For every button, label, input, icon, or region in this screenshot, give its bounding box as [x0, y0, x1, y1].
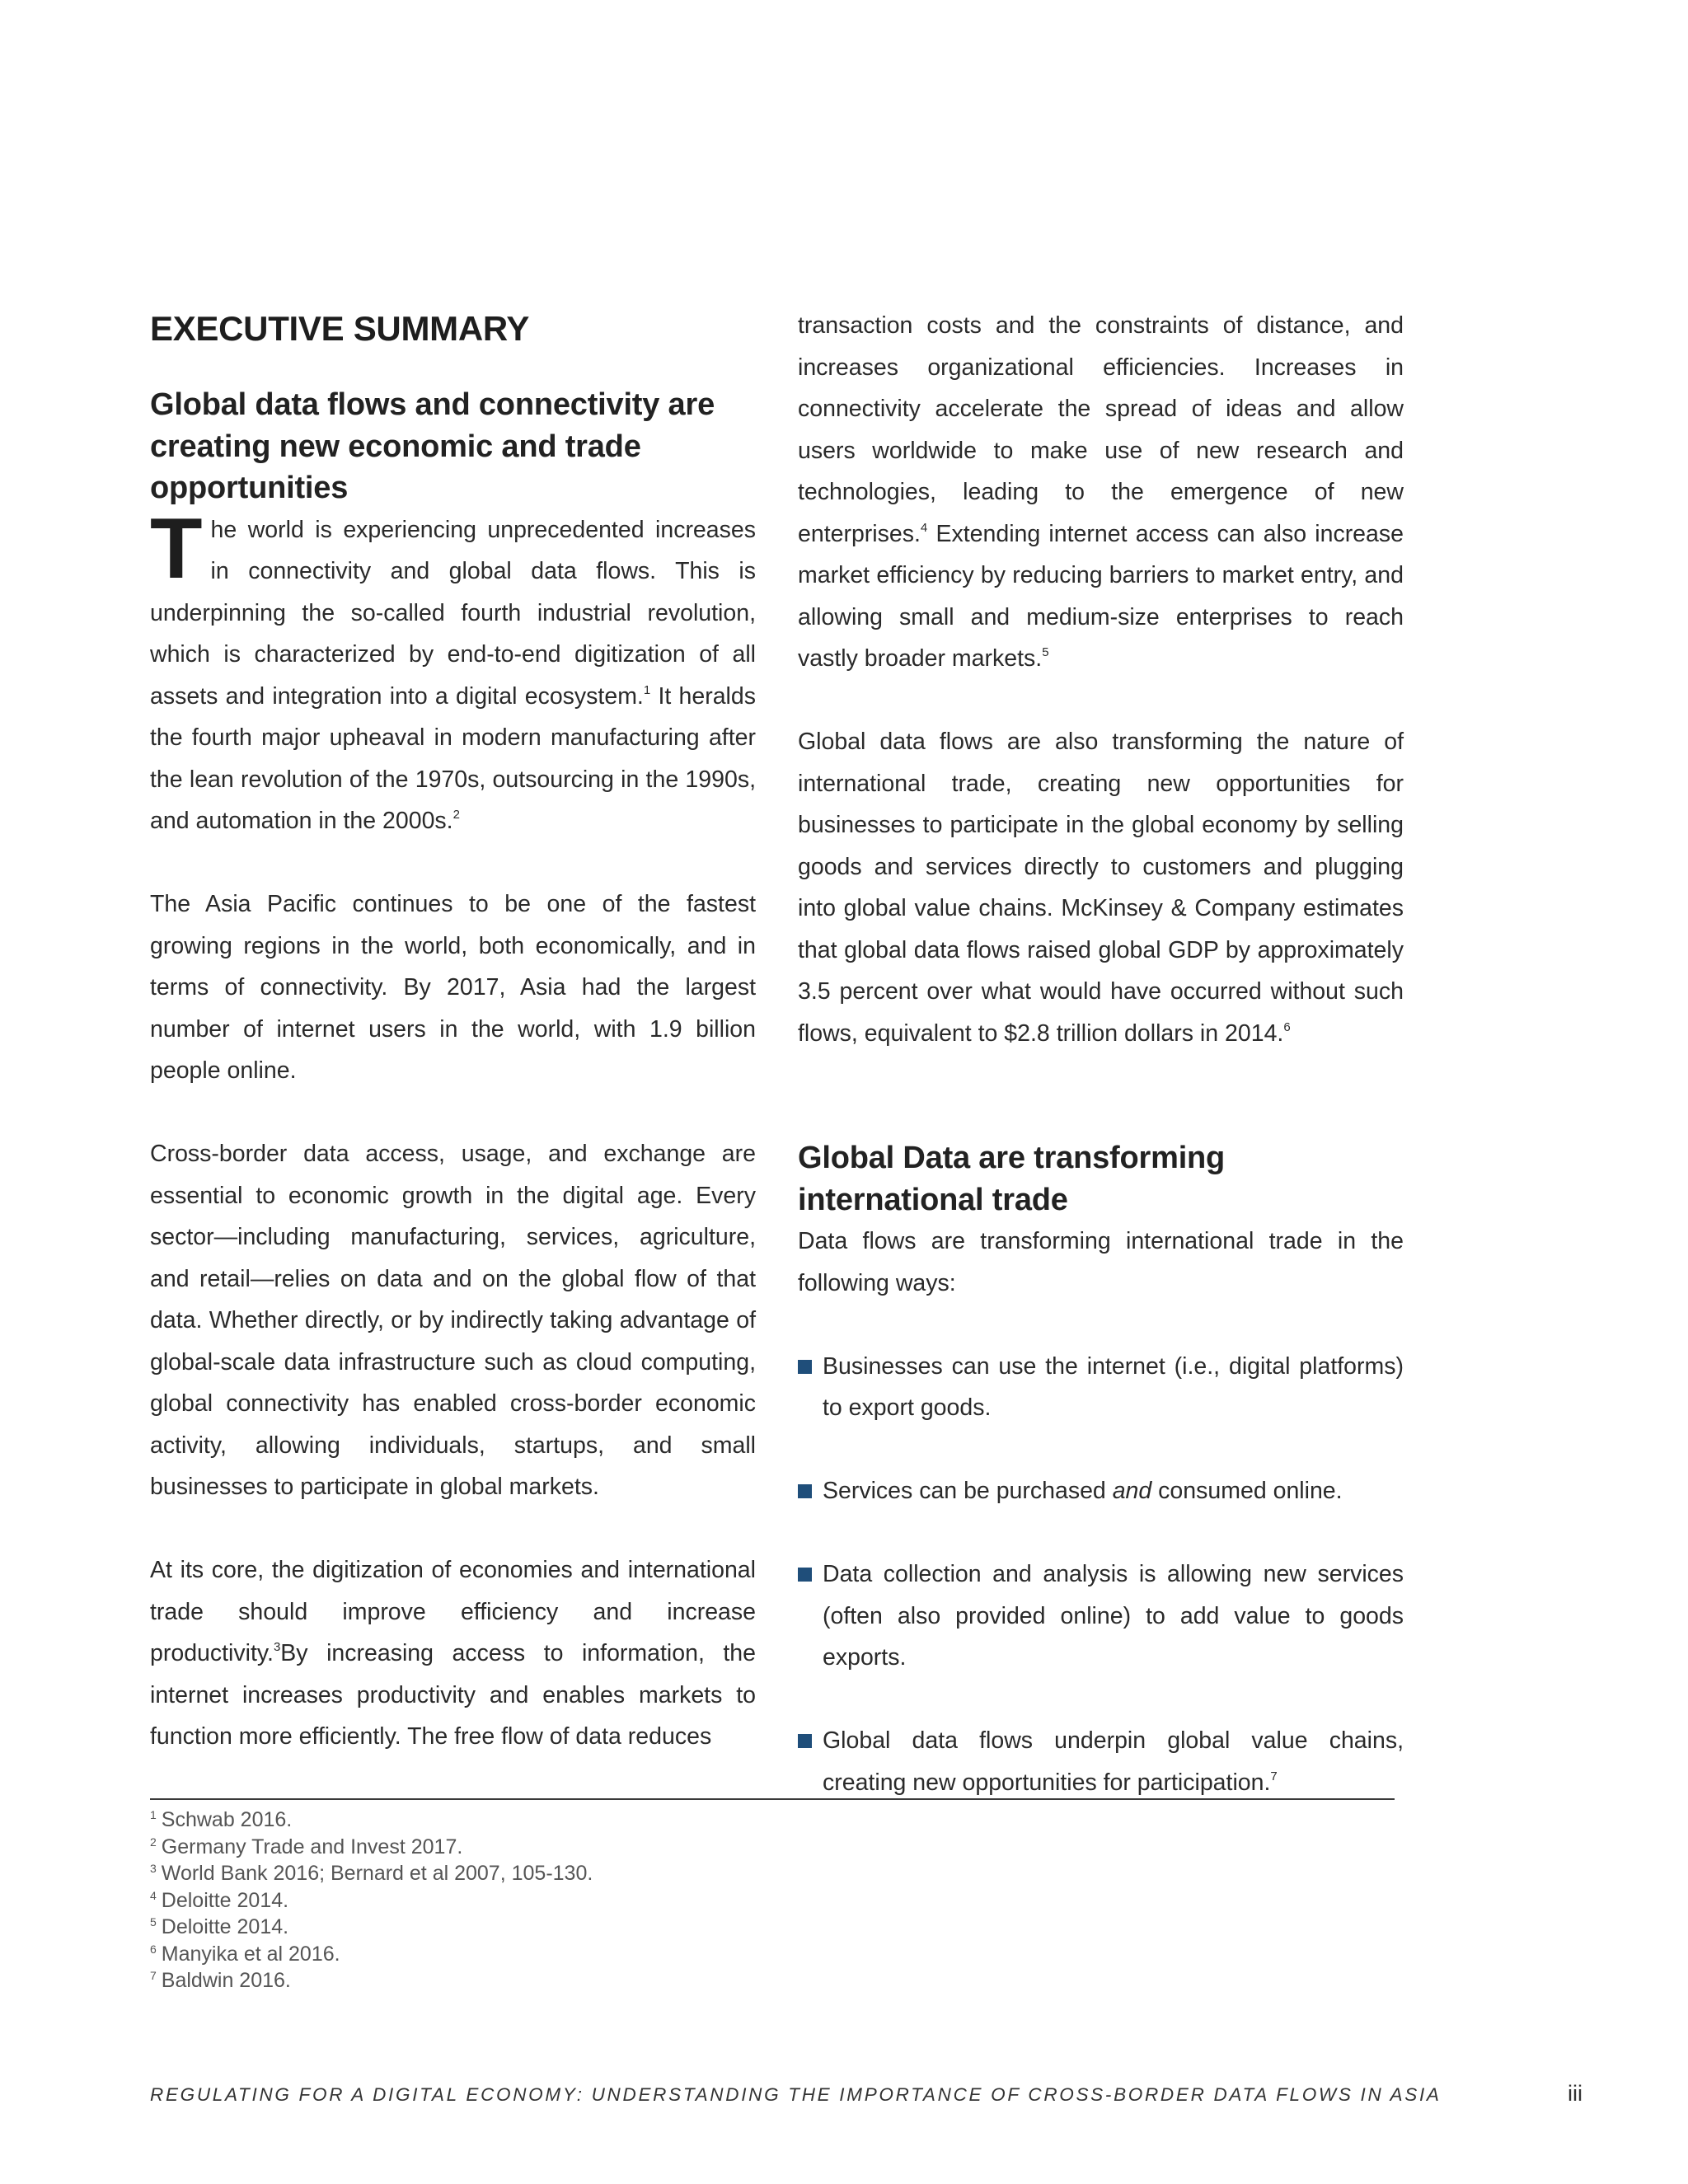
- footnote-reference: 1: [643, 682, 651, 697]
- square-bullet-icon: [798, 1568, 812, 1582]
- bullet-item: [798, 1554, 1404, 1679]
- paragraph-gap: [798, 1054, 1404, 1096]
- square-bullet-icon: [798, 1360, 812, 1374]
- paragraph-intro: [150, 500, 756, 842]
- bullet-text: Services can be purchased and consumed online.: [823, 1478, 1343, 1504]
- footnote: [150, 1887, 974, 1915]
- footnote-reference: 3: [273, 1640, 281, 1654]
- footnote-reference: 7: [1270, 1769, 1278, 1783]
- bullet-text: Data collection and analysis is allowing new services (often also provided online) to add value to goods exports.: [823, 1561, 1404, 1671]
- footnote-text: Manyika et al 2016.: [161, 1942, 340, 1966]
- paragraph-gap: [150, 1092, 756, 1134]
- footnote-divider: [150, 1798, 1395, 1800]
- footnote-number: 6: [150, 1942, 157, 1956]
- footnote-reference: 2: [452, 808, 460, 822]
- paragraph-digitization-text: At its core, the digitization of economies and international trade should improve efficiency and increase productivity.$^3$By increasing access to information, the internet increases productivity and enables markets to function more efficiently. The free flow of data reduces: [150, 1557, 756, 1750]
- footnote: [150, 1914, 974, 1941]
- square-bullet-icon: [798, 1484, 812, 1498]
- footnote-text: Germany Trade and Invest 2017.: [161, 1835, 463, 1858]
- bullet-item: [798, 1346, 1404, 1429]
- footnote: [150, 1941, 974, 1968]
- paragraph-asia-pacific: The Asia Pacific continues to be one of the fastest growing regions in the world, both economically, and in terms of connectivity. By 2017, Asia had the largest number of internet users in the world, with 1.9 billion people online.: [150, 891, 756, 1084]
- square-bullet-icon: [798, 1734, 812, 1748]
- paragraph-gap: [798, 680, 1404, 722]
- footnote-number: 1: [150, 1808, 157, 1821]
- footnote-reference: 6: [1283, 1019, 1291, 1034]
- paragraph-trade-text: Global data flows are also transforming the nature of international trade, creating new opportunities for businesses to participate in the global economy by selling goods and services directly to customers and plugging into global value chains. McKinsey & Company estimates that global data flows raised global GDP by approximately 3.5 percent over what would have occurred without such flows, equivalent to $2.8 trillion dollars in 2014.$^6$: [798, 729, 1404, 1047]
- paragraph-gap: [798, 1096, 1404, 1138]
- right-column: [798, 305, 1404, 1803]
- footnote-number: 5: [150, 1915, 157, 1929]
- drop-cap: T: [150, 500, 203, 597]
- paragraph-gap: [150, 842, 756, 884]
- paragraph-ways-intro: Data flows are transforming international trade in the following ways:: [798, 1228, 1404, 1296]
- section-heading-opportunities: Global data flows and connectivity are creating new economic and trade opportunities: [150, 387, 715, 505]
- paragraph-cross-border: Cross-border data access, usage, and exchange are essential to economic growth in the digital age. Every sector—including manufacturing, services, agriculture, and retail—relies on data and on the global flow of that data. Whether directly, or by indirectly taking advantage of global-scale data infrastructure such as cloud computing, global connectivity has enabled cross-border economic activity, allowing individuals, startups, and small businesses to participate in global markets.: [150, 1141, 756, 1500]
- footnote-text: Schwab 2016.: [161, 1808, 293, 1831]
- footnote-text: Baldwin 2016.: [161, 1969, 291, 1992]
- section-heading-global-data: Global Data are transforming international trade: [798, 1141, 1226, 1217]
- paragraph-intro-text: he world is experiencing unprecedented increases in connectivity and global data flows. This is underpinning the so-called fourth industrial revolution, which is characterized by end-to-end digitization of all assets and integration into a digital ecosystem.$^1$ It heralds the fourth major upheaval in modern manufacturing after the lean revolution of the 1970s, outsourcing in the 1990s, and automation in the 2000s.$^2$: [150, 516, 756, 834]
- footnote-text: Deloitte 2014.: [161, 1888, 289, 1912]
- bullet-text: Global data flows underpin global value chains, creating new opportunities for participation.$^7$: [823, 1727, 1404, 1796]
- footnote-reference: 5: [1042, 645, 1049, 659]
- page-title: EXECUTIVE SUMMARY: [150, 309, 530, 348]
- paragraph-gap: [798, 1304, 1404, 1346]
- bullet-item: [798, 1720, 1404, 1803]
- footnote-reference: 4: [920, 520, 928, 535]
- footnote-text: World Bank 2016; Bernard et al 2007, 105-130.: [161, 1862, 593, 1885]
- bullet-text: Businesses can use the internet (i.e., digital platforms) to export goods.: [823, 1352, 1404, 1421]
- bullet-list: [798, 1346, 1404, 1804]
- running-footer-title: REGULATING FOR A DIGITAL ECONOMY: UNDERSTANDING THE IMPORTANCE OF CROSS-BORDER DATA FLOWS IN ASIA: [150, 2084, 1442, 2105]
- footnote-number: 7: [150, 1969, 157, 1982]
- paragraph-gap: [150, 1508, 756, 1550]
- footnote-number: 2: [150, 1835, 157, 1849]
- footnote: [150, 1860, 974, 1887]
- bullet-item: [798, 1470, 1404, 1512]
- paragraph-digitization-part1: [150, 1549, 756, 1758]
- left-column: [150, 305, 756, 1758]
- paragraph-digitization-continued: transaction costs and the constraints of distance, and increases organizational efficiencies. Increases in connectivity accelerate the spread of ideas and allow users worldwide to make use of new research and technologies, leading to the emergence of new enterprises.$^4$ Extending internet access can also increase market efficiency by reducing barriers to market entry, and allowing small and medium-size enterprises to reach vastly broader markets.$^5$: [798, 312, 1404, 672]
- page-number: iii: [1568, 2081, 1582, 2106]
- paragraph-trade-transforming: [798, 721, 1404, 1054]
- emphasis-text: and: [1112, 1478, 1152, 1504]
- footnote: [150, 1834, 974, 1861]
- footnote: [150, 1967, 974, 1994]
- footnotes: [150, 1807, 974, 1994]
- paragraph-digitization-part2: [798, 305, 1404, 680]
- footnote-number: 4: [150, 1888, 157, 1902]
- footnote: [150, 1807, 974, 1834]
- footnote-text: Deloitte 2014.: [161, 1915, 289, 1938]
- footnote-number: 3: [150, 1862, 157, 1875]
